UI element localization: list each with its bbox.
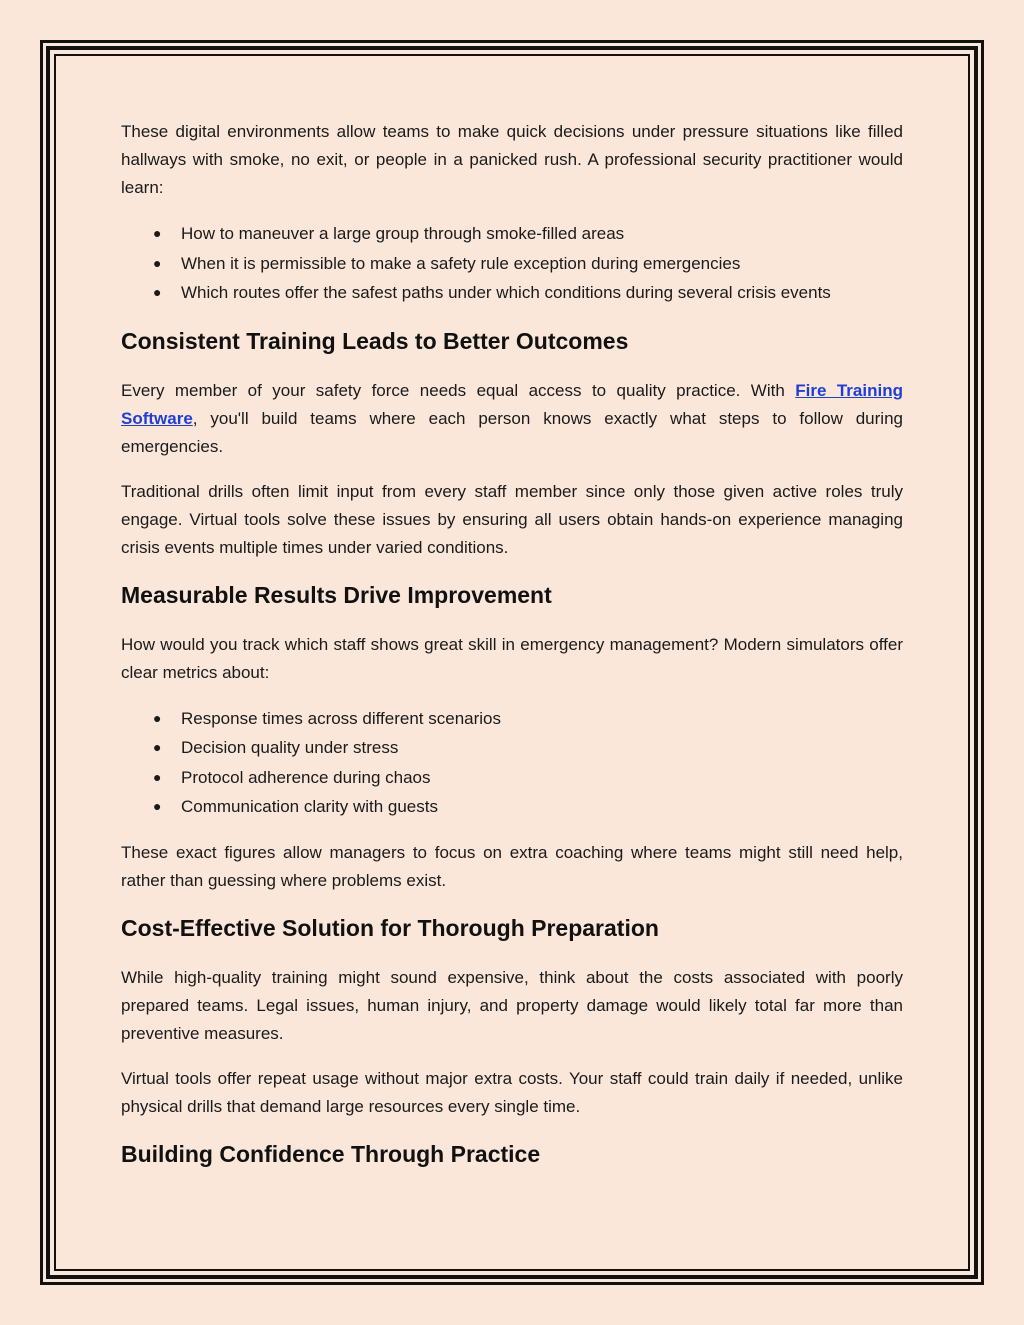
list-item: ● Decision quality under stress (181, 733, 903, 763)
list-item: ● Protocol adherence during chaos (181, 763, 903, 793)
bullet-icon: ● (153, 739, 162, 755)
fire-training-software-link[interactable]: Fire Training Software (121, 380, 903, 428)
measurable-paragraph-1: How would you track which staff shows great skill in emergency management? Modern simulators offer clear metrics about: (121, 634, 903, 682)
bullet-icon: ● (153, 798, 162, 814)
heading-consistent-training: Consistent Training Leads to Better Outcomes (121, 327, 629, 354)
consistent-paragraph-1: Every member of your safety force needs equal access to quality practice. With Fire Training Software, you'll build teams where each person knows exactly what steps to follow during emergencies. (121, 380, 903, 456)
list-item: ● Response times across different scenarios (181, 704, 903, 734)
cost-paragraph-1: While high-quality training might sound expensive, think about the costs associated with poorly prepared teams. Legal issues, human injury, and property damage would likely total far more than preventive measures. (121, 967, 903, 1043)
consistent-paragraph-2: Traditional drills often limit input from every staff member since only those given active roles truly engage. Virtual tools solve these issues by ensuring all users obtain hands-on experience managing crisis events multiple times under varied conditions. (121, 481, 903, 557)
bullet-icon: ● (153, 709, 162, 726)
heading-cost-effective: Cost-Effective Solution for Thorough Preparation (121, 914, 659, 941)
bullet-icon: ● (153, 768, 162, 785)
heading-measurable-results: Measurable Results Drive Improvement (121, 581, 552, 608)
heading-building-confidence: Building Confidence Through Practice (121, 1140, 541, 1167)
bullet-icon: ● (153, 284, 162, 300)
bullet-icon: ● (153, 254, 162, 271)
measurable-paragraph-2: These exact figures allow managers to focus on extra coaching where teams might still need help, rather than guessing where problems exist. (121, 842, 903, 890)
list-item: ● When it is permissible to make a safety rule exception during emergencies (181, 249, 903, 279)
list-item: ● How to maneuver a large group through smoke-filled areas (181, 219, 903, 249)
learn-list (121, 219, 903, 308)
intro-paragraph: These digital environments allow teams to make quick decisions under pressure situations like filled hallways with smoke, no exit, or people in a panicked rush. A professional security practitioner would learn: (121, 122, 903, 197)
bullet-icon: ● (153, 225, 162, 241)
cost-paragraph-2: Virtual tools offer repeat usage without major extra costs. Your staff could train daily if needed, unlike physical drills that demand large resources every single time. (121, 1068, 903, 1116)
metrics-list (121, 704, 903, 822)
list-item: ● Which routes offer the safest paths under which conditions during several crisis events (181, 278, 903, 308)
list-item: ● Communication clarity with guests (181, 792, 903, 822)
document-body (121, 118, 903, 1190)
